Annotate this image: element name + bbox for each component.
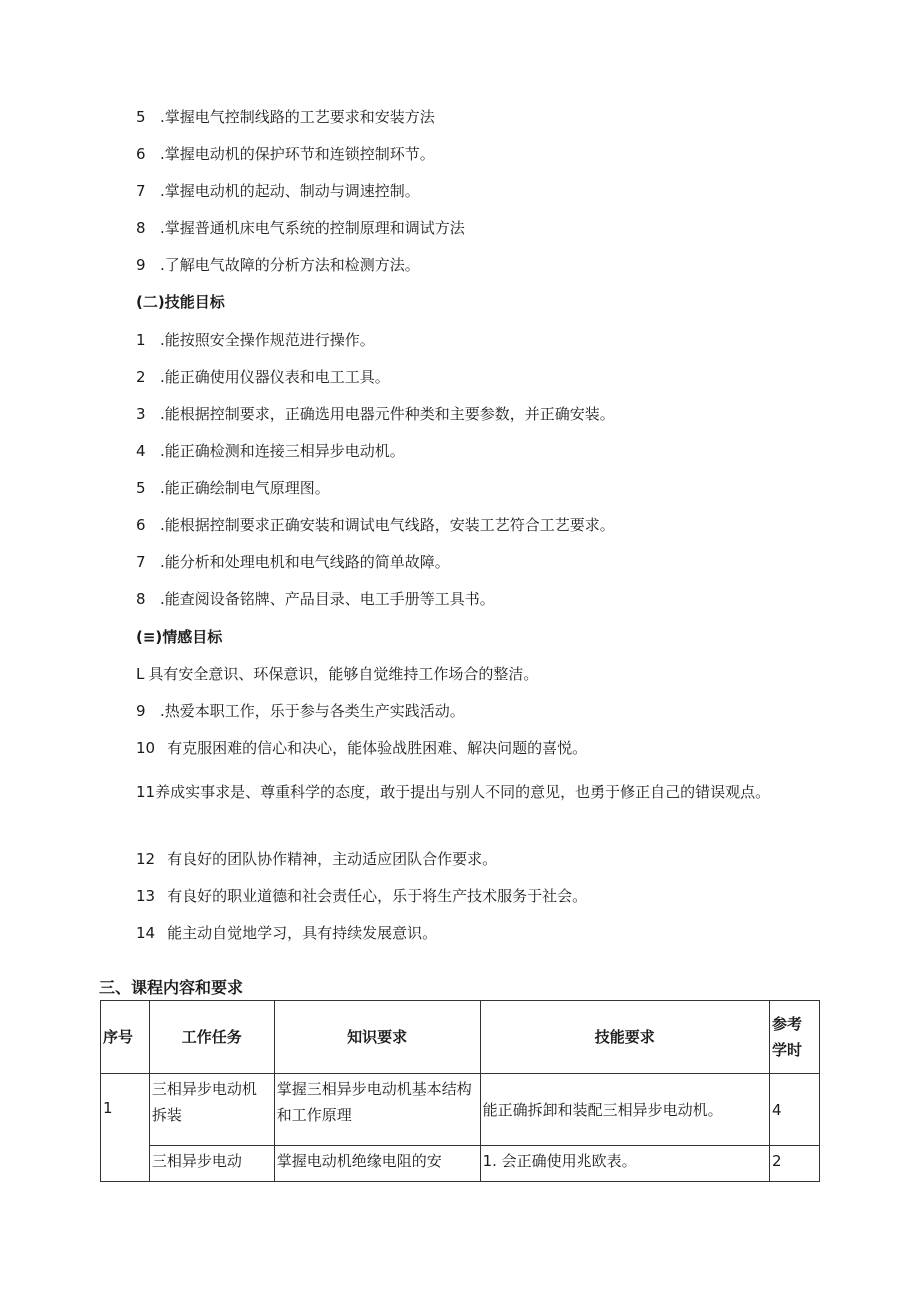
knowledge-item: 9 .了解电气故障的分析方法和检测方法。 (136, 256, 420, 274)
emotion-item: 14 能主动自觉地学习，具有持续发展意识。 (136, 924, 438, 942)
course-content-table (100, 1000, 820, 1182)
cell-knowledge: 掌握电动机绝缘电阻的安 (274, 1146, 480, 1182)
knowledge-item: 6 .掌握电动机的保护环节和连锁控制环节。 (136, 145, 435, 163)
skill-item: 3 .能根据控制要求，正确选用电器元件种类和主要参数，并正确安装。 (136, 405, 615, 423)
cell-skill: 能正确拆卸和装配三相异步电动机。 (480, 1074, 769, 1146)
col-header: 技能要求 (480, 1001, 769, 1074)
knowledge-item: 5 .掌握电气控制线路的工艺要求和安装方法 (136, 108, 435, 126)
col-header: 序号 (101, 1001, 150, 1074)
emotion-item: 12 有良好的团队协作精神，主动适应团队合作要求。 (136, 850, 498, 868)
emotion-item: 11养成实事求是、尊重科学的态度，敢于提出与别人不同的意见，也勇于修正自己的错误观点。 (136, 783, 771, 801)
cell-hours: 2 (770, 1146, 820, 1182)
emotion-heading: (≡)情感目标 (136, 628, 223, 646)
table-row (101, 1146, 820, 1182)
table-header-row (101, 1001, 820, 1074)
section-title: 三、课程内容和要求 (99, 978, 244, 997)
emotion-item: 9 .热爱本职工作，乐于参与各类生产实践活动。 (136, 702, 465, 720)
cell-task: 三相异步电动 (149, 1146, 274, 1182)
col-header: 知识要求 (274, 1001, 480, 1074)
skill-item: 7 .能分析和处理电机和电气线路的简单故障。 (136, 553, 450, 571)
cell-skill: 1. 会正确使用兆欧表。 (480, 1146, 769, 1182)
emotion-item: 10 有克服困难的信心和决心，能体验战胜困难、解决问题的喜悦。 (136, 739, 588, 757)
skill-item: 6 .能根据控制要求正确安装和调试电气线路，安装工艺符合工艺要求。 (136, 516, 615, 534)
cell-hours: 4 (770, 1074, 820, 1146)
col-header: 参考学时 (770, 1001, 820, 1074)
skill-item: 4 .能正确检测和连接三相异步电动机。 (136, 442, 405, 460)
knowledge-item: 8 .掌握普通机床电气系统的控制原理和调试方法 (136, 219, 465, 237)
skill-heading: (二)技能目标 (136, 293, 225, 311)
skill-item: 2 .能正确使用仪器仪表和电工工具。 (136, 368, 390, 386)
skill-item: 8 .能查阅设备铭牌、产品目录、电工手册等工具书。 (136, 590, 495, 608)
skill-item: 1 .能按照安全操作规范进行操作。 (136, 331, 375, 349)
skill-item: 5 .能正确绘制电气原理图。 (136, 479, 330, 497)
cell-knowledge: 掌握三相异步电动机基本结构和工作原理 (274, 1074, 480, 1146)
cell-no: 1 (101, 1074, 150, 1182)
col-header: 工作任务 (149, 1001, 274, 1074)
knowledge-item: 7 .掌握电动机的起动、制动与调速控制。 (136, 182, 420, 200)
emotion-item: L 具有安全意识、环保意识，能够自觉维持工作场合的整洁。 (136, 665, 539, 683)
table-row (101, 1074, 820, 1146)
emotion-item: 13 有良好的职业道德和社会责任心，乐于将生产技术服务于社会。 (136, 887, 588, 905)
cell-task: 三相异步电动机拆装 (149, 1074, 274, 1146)
page-cutoff-mask (96, 1186, 826, 1301)
